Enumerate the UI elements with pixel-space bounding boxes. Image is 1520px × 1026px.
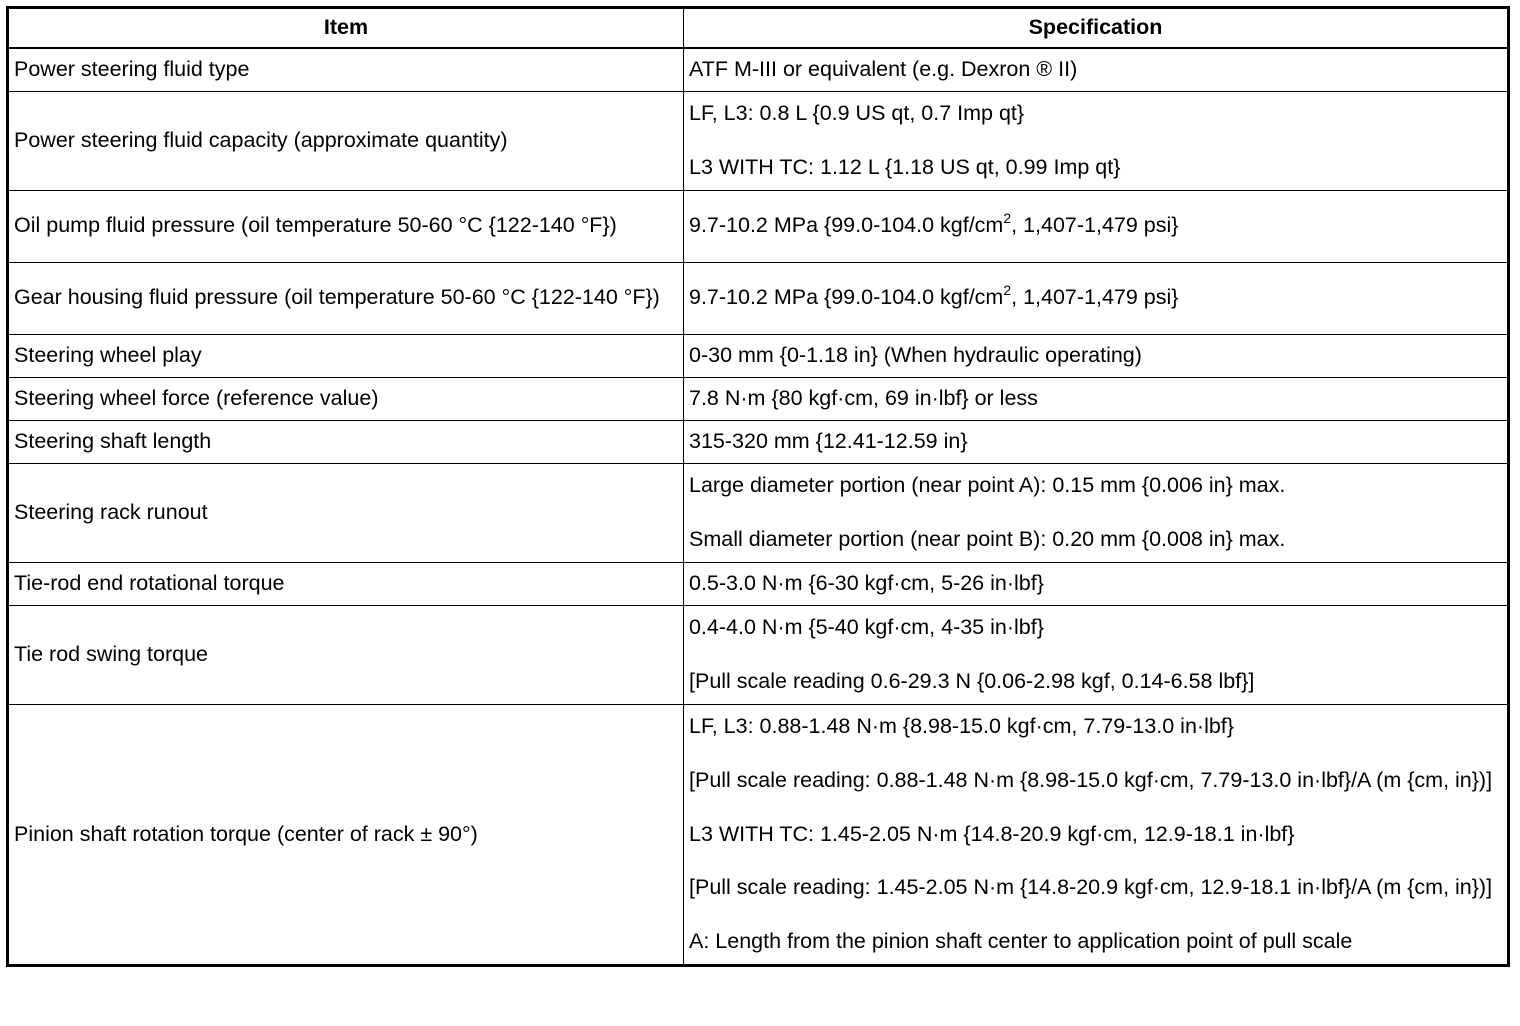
spec-cell	[684, 377, 1509, 420]
spec-cell	[684, 334, 1509, 377]
spec-line: 315-320 mm {12.41-12.59 in}	[689, 428, 968, 453]
spec-line: Small diameter portion (near point B): 0.20 mm {0.008 in} max.	[689, 526, 1286, 551]
spec-line: A: Length from the pinion shaft center to application point of pull scale	[689, 929, 1353, 954]
spec-line: LF, L3: 0.8 L {0.9 US qt, 0.7 Imp qt}	[689, 101, 1025, 125]
item-cell: Tie rod swing torque	[8, 605, 684, 704]
table-row	[8, 377, 1509, 420]
item-cell: Power steering fluid capacity (approximate quantity)	[8, 92, 684, 191]
spec-cell	[684, 190, 1509, 262]
spec-line: 0-30 mm {0-1.18 in} (When hydraulic operating)	[689, 342, 1142, 367]
spec-line: L3 WITH TC: 1.45-2.05 N·m {14.8-20.9 kgf·cm, 12.9-18.1 in·lbf}	[689, 821, 1295, 846]
spec-line: [Pull scale reading: 0.88-1.48 N·m {8.98-15.0 kgf·cm, 7.79-13.0 in·lbf}/A (m {cm, in})]	[689, 767, 1493, 792]
spec-cell	[684, 262, 1509, 334]
spec-line: 0.5-3.0 N·m {6-30 kgf·cm, 5-26 in·lbf}	[689, 570, 1044, 595]
item-cell: Gear housing fluid pressure (oil temperature 50-60 °C {122-140 °F})	[8, 262, 684, 334]
table-row	[8, 48, 1509, 92]
item-cell: Tie-rod end rotational torque	[8, 562, 684, 605]
column-header-item: Item	[8, 8, 684, 49]
table-row	[8, 605, 1509, 704]
superscript: 2	[1003, 210, 1012, 227]
table-row	[8, 92, 1509, 191]
spec-text: , 1,407-1,479 psi}	[1011, 285, 1179, 310]
table-header-row	[8, 8, 1509, 49]
item-cell: Steering rack runout	[8, 463, 684, 562]
spec-line: Large diameter portion (near point A): 0.15 mm {0.006 in} max.	[689, 472, 1286, 497]
table-row	[8, 334, 1509, 377]
spec-text: 9.7-10.2 MPa {99.0-104.0 kgf/cm	[689, 285, 1004, 310]
item-cell: Pinion shaft rotation torque (center of rack ± 90°)	[8, 704, 684, 966]
item-cell: Oil pump fluid pressure (oil temperature 50-60 °C {122-140 °F})	[8, 190, 684, 262]
spec-line: L3 WITH TC: 1.12 L {1.18 US qt, 0.99 Imp qt}	[689, 154, 1121, 179]
spec-cell	[684, 562, 1509, 605]
table-row	[8, 562, 1509, 605]
table-row	[8, 463, 1509, 562]
spec-cell	[684, 704, 1509, 966]
table-row	[8, 262, 1509, 334]
item-cell: Steering shaft length	[8, 420, 684, 463]
item-cell: Power steering fluid type	[8, 48, 684, 92]
spec-cell	[684, 92, 1509, 191]
spec-cell	[684, 420, 1509, 463]
spec-line: [Pull scale reading 0.6-29.3 N {0.06-2.98 kgf, 0.14-6.58 lbf}]	[689, 668, 1255, 693]
spec-text: , 1,407-1,479 psi}	[1011, 213, 1179, 238]
spec-cell	[684, 463, 1509, 562]
spec-text: 9.7-10.2 MPa {99.0-104.0 kgf/cm	[689, 213, 1004, 238]
table-row	[8, 420, 1509, 463]
item-cell: Steering wheel force (reference value)	[8, 377, 684, 420]
spec-line: LF, L3: 0.88-1.48 N·m {8.98-15.0 kgf·cm, 7.79-13.0 in·lbf}	[689, 713, 1234, 738]
spec-line: 7.8 N·m {80 kgf·cm, 69 in·lbf} or less	[689, 385, 1038, 410]
item-cell: Steering wheel play	[8, 334, 684, 377]
spec-line: ATF M-III or equivalent (e.g. Dexron ® II)	[689, 57, 1078, 82]
spec-line: [Pull scale reading: 1.45-2.05 N·m {14.8-20.9 kgf·cm, 12.9-18.1 in·lbf}/A (m {cm, in})]	[689, 875, 1493, 900]
spec-cell	[684, 605, 1509, 704]
spec-line: 0.4-4.0 N·m {5-40 kgf·cm, 4-35 in·lbf}	[689, 614, 1044, 639]
spec-cell	[684, 48, 1509, 92]
column-header-specification: Specification	[684, 8, 1509, 49]
table-row	[8, 704, 1509, 966]
superscript: 2	[1003, 282, 1012, 299]
table-row	[8, 190, 1509, 262]
specification-table	[6, 6, 1510, 967]
